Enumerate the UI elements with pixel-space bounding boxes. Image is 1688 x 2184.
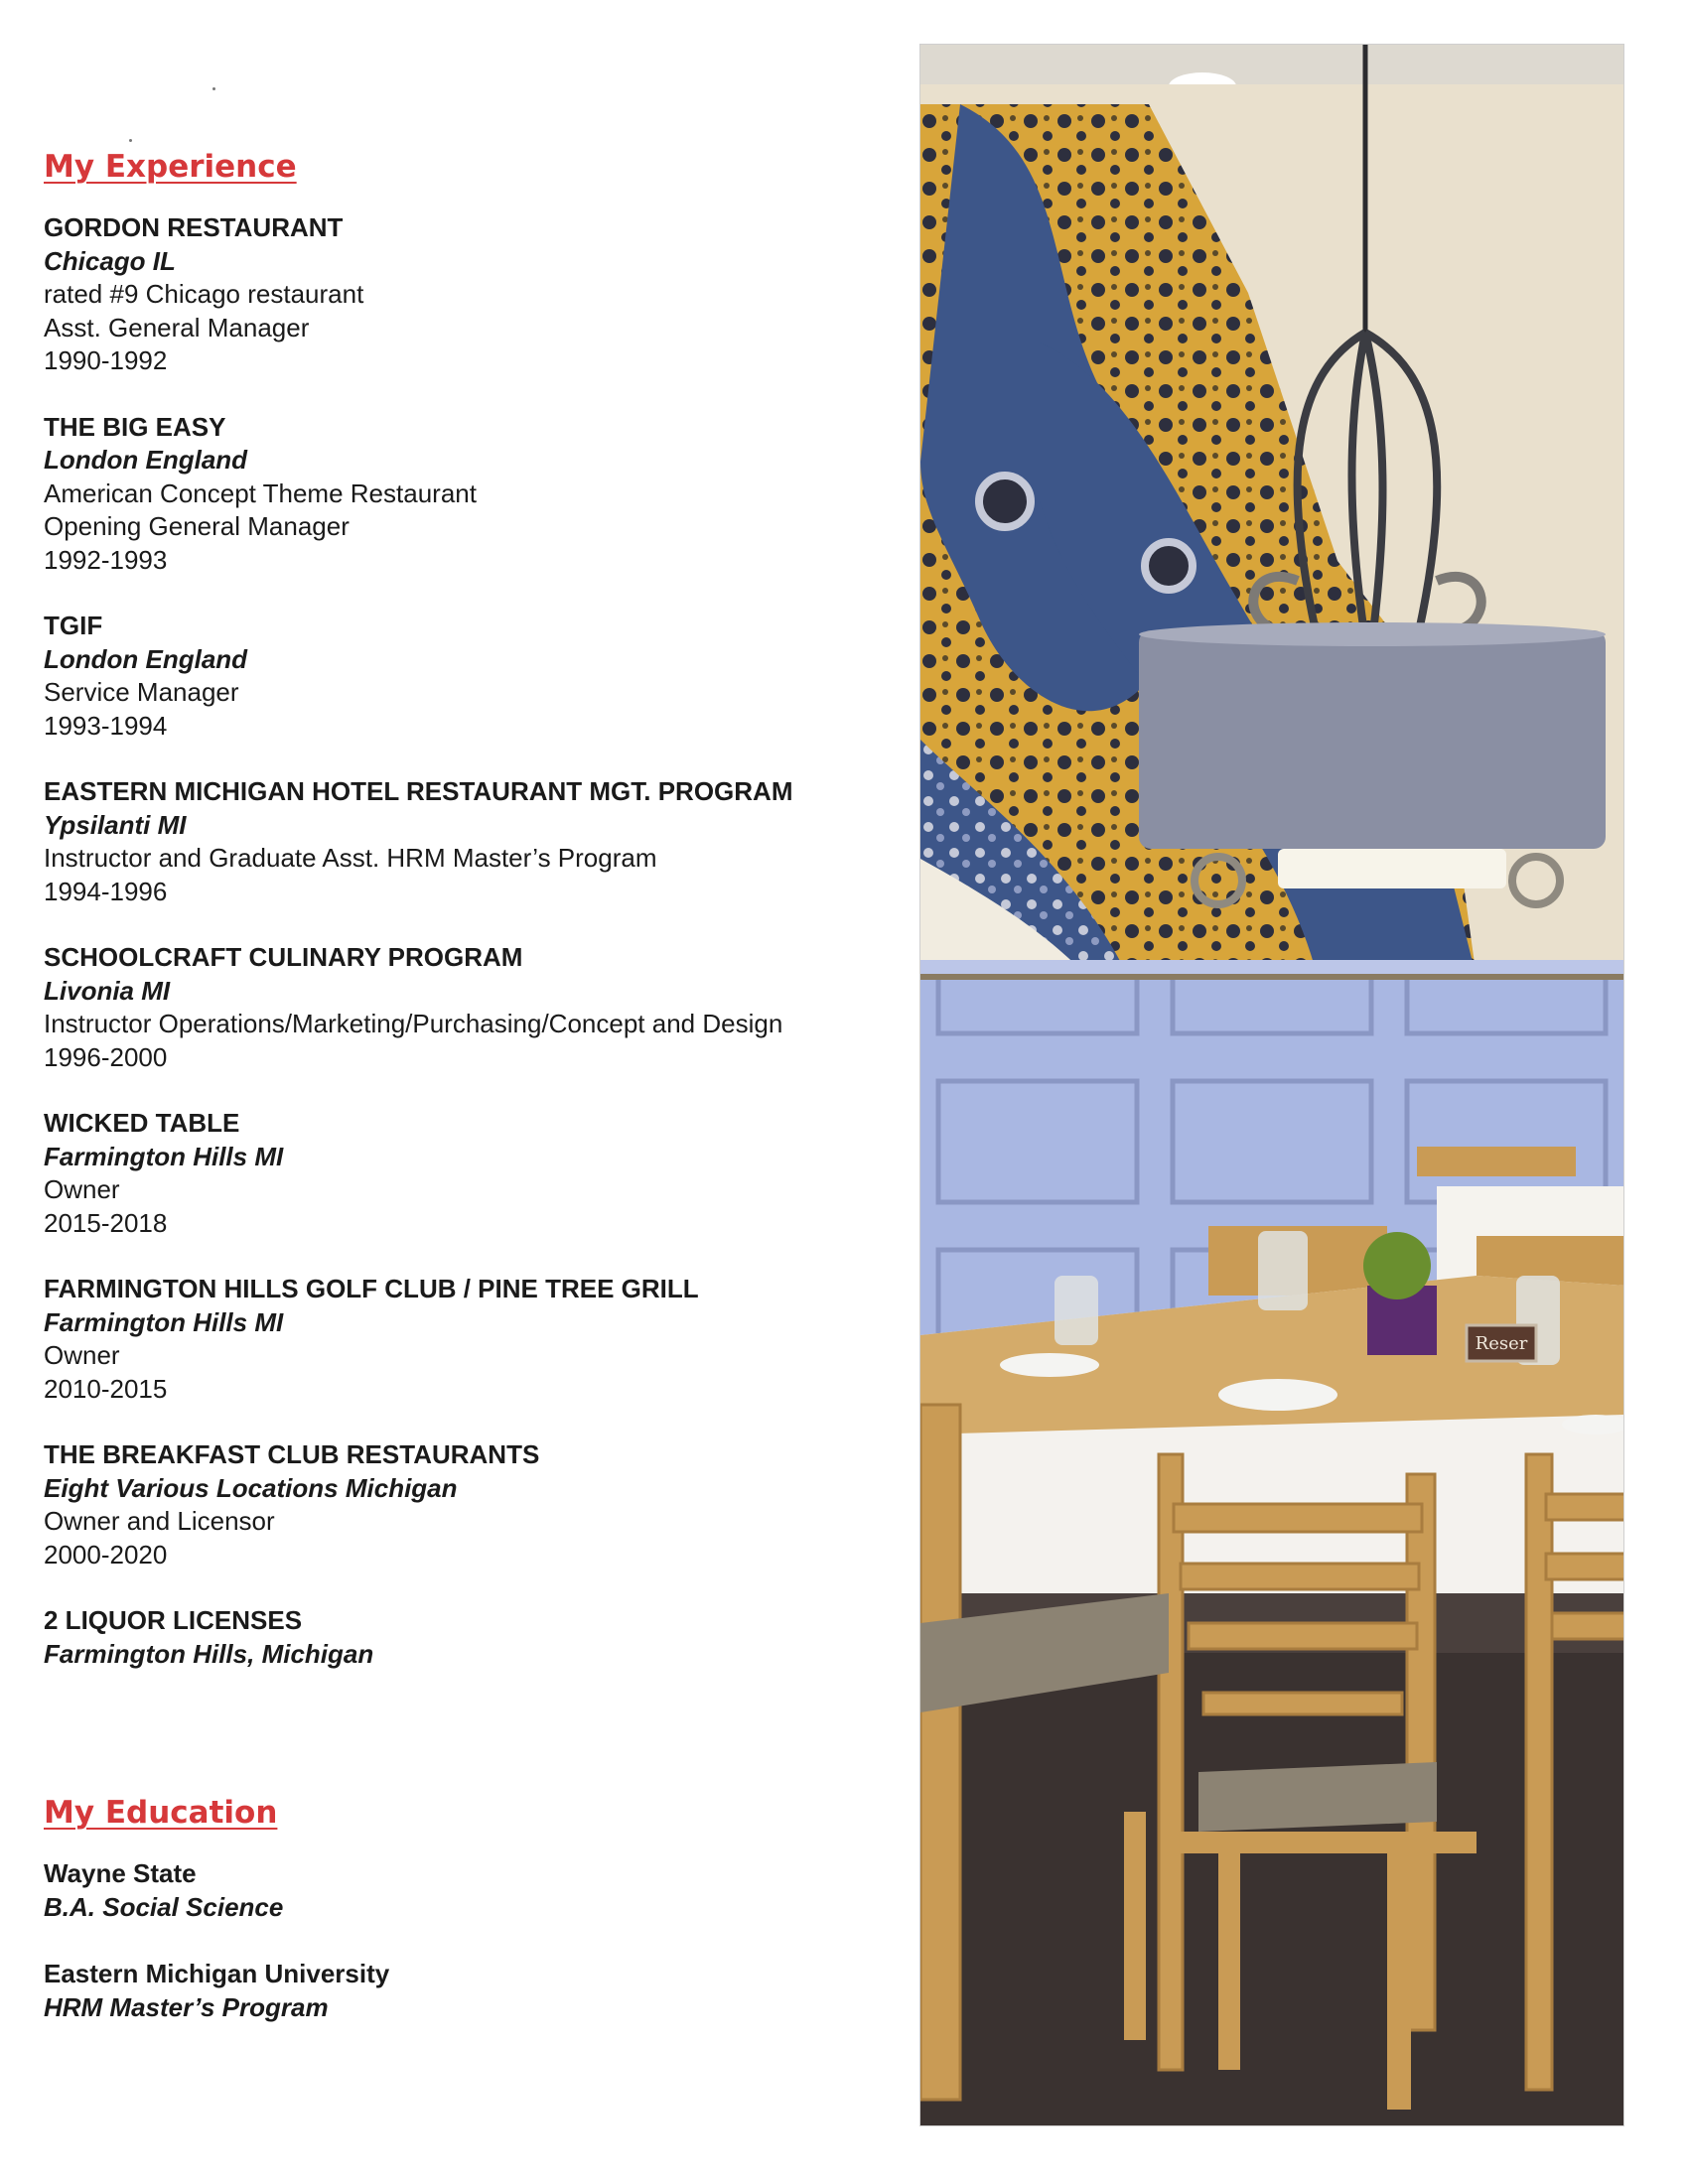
- experience-entry: [44, 1604, 898, 1671]
- employer-location: Farmington Hills MI: [44, 1306, 284, 1337]
- employer-location: Chicago IL: [44, 245, 176, 276]
- reserved-sign-text: Reser: [1475, 1333, 1528, 1354]
- employer-name: EASTERN MICHIGAN HOTEL RESTAURANT MGT. PROGRAM: [44, 776, 793, 807]
- education-entry: [44, 1857, 898, 1924]
- experience-entry: [44, 1107, 898, 1240]
- employer-location: London England: [44, 643, 248, 674]
- experience-detail: rated #9 Chicago restaurant: [44, 279, 364, 310]
- employer-location: Farmington Hills, Michigan: [44, 1638, 374, 1669]
- experience-detail: Owner and Licensor: [44, 1506, 275, 1537]
- experience-detail: 1994-1996: [44, 876, 168, 906]
- education-entry: [44, 1958, 898, 2024]
- experience-section: [44, 149, 898, 1704]
- employer-name: THE BIG EASY: [44, 411, 226, 442]
- experience-detail: 2015-2018: [44, 1207, 168, 1238]
- education-list: [44, 1857, 898, 2024]
- education-heading: My Education: [44, 1795, 278, 1831]
- experience-detail: Opening General Manager: [44, 511, 350, 542]
- experience-entry: [44, 775, 898, 908]
- employer-location: Eight Various Locations Michigan: [44, 1472, 458, 1503]
- degree-name: HRM Master’s Program: [44, 1991, 329, 2022]
- experience-detail: 1993-1994: [44, 710, 168, 741]
- scan-speck: [129, 139, 132, 142]
- experience-heading: My Experience: [44, 149, 297, 185]
- employer-name: FARMINGTON HILLS GOLF CLUB / PINE TREE GRILL: [44, 1274, 699, 1304]
- experience-entry: [44, 1438, 898, 1571]
- degree-name: B.A. Social Science: [44, 1891, 284, 1922]
- employer-name: WICKED TABLE: [44, 1108, 240, 1139]
- employer-location: Farmington Hills MI: [44, 1141, 284, 1171]
- experience-detail: Asst. General Manager: [44, 312, 310, 342]
- experience-detail: 1996-2000: [44, 1041, 168, 1072]
- experience-detail: Instructor and Graduate Asst. HRM Master’s Program: [44, 843, 657, 874]
- experience-detail: 2010-2015: [44, 1373, 168, 1404]
- employer-name: 2 LIQUOR LICENSES: [44, 1605, 303, 1636]
- experience-detail: 1992-1993: [44, 544, 168, 575]
- employer-name: GORDON RESTAURANT: [44, 212, 344, 243]
- school-name: Eastern Michigan University: [44, 1959, 390, 1989]
- employer-location: Livonia MI: [44, 975, 171, 1006]
- experience-list: [44, 211, 898, 1671]
- experience-detail: Instructor Operations/Marketing/Purchasing/Concept and Design: [44, 1009, 783, 1039]
- restaurant-photo: [919, 44, 1624, 2126]
- employer-name: SCHOOLCRAFT CULINARY PROGRAM: [44, 942, 523, 973]
- experience-entry: [44, 211, 898, 378]
- experience-entry: [44, 610, 898, 743]
- experience-detail: Owner: [44, 1174, 120, 1205]
- scan-speck: [212, 87, 215, 90]
- experience-entry: [44, 411, 898, 578]
- employer-location: Ypsilanti MI: [44, 809, 187, 840]
- school-name: Wayne State: [44, 1858, 197, 1889]
- experience-detail: American Concept Theme Restaurant: [44, 478, 477, 508]
- experience-detail: Owner: [44, 1340, 120, 1371]
- employer-name: TGIF: [44, 611, 103, 641]
- experience-detail: 1990-1992: [44, 345, 168, 376]
- experience-entry: [44, 1273, 898, 1406]
- experience-entry: [44, 941, 898, 1074]
- employer-location: London England: [44, 445, 248, 476]
- employer-name: THE BREAKFAST CLUB RESTAURANTS: [44, 1439, 540, 1470]
- experience-detail: 2000-2020: [44, 1539, 168, 1570]
- education-section: [44, 1795, 898, 2058]
- experience-detail: Service Manager: [44, 677, 239, 708]
